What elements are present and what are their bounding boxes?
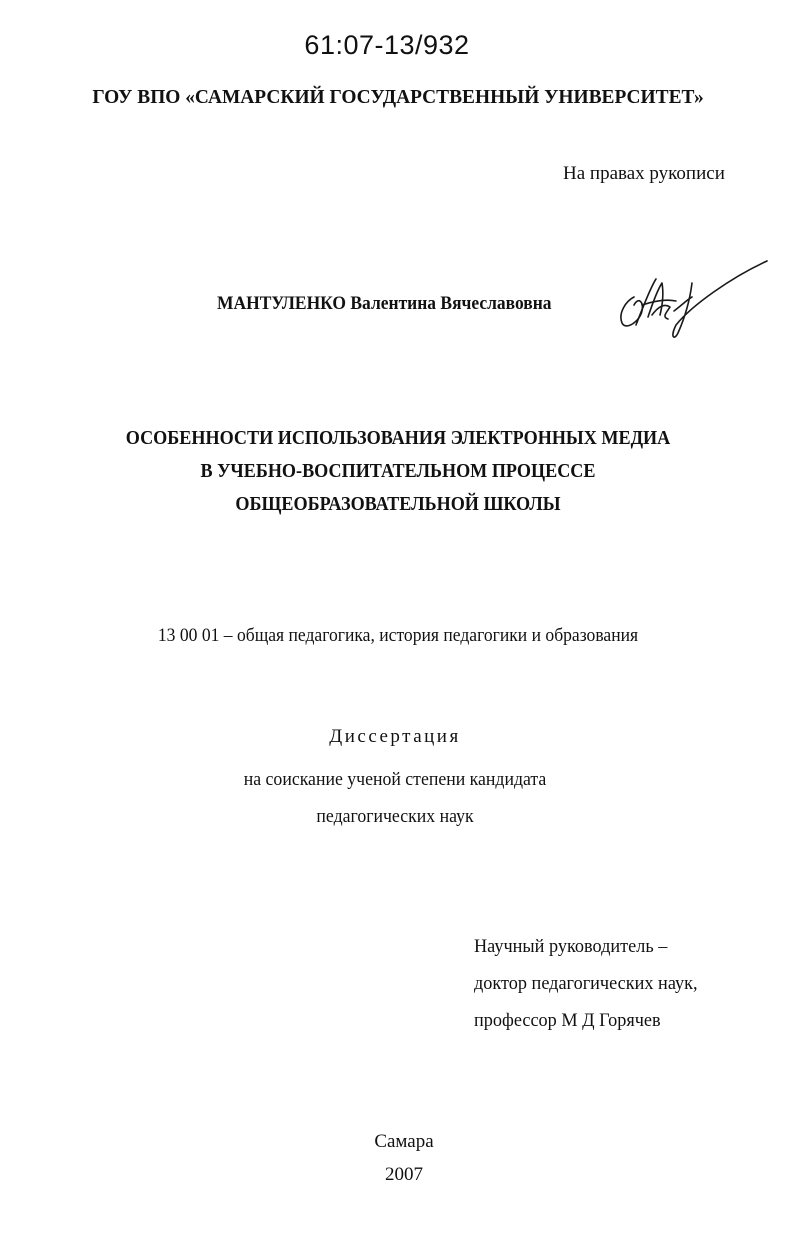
title-line: В УЧЕБНО-ВОСПИТАТЕЛЬНОМ ПРОЦЕССЕ: [200, 461, 596, 482]
supervisor-line: Научный руководитель –: [474, 936, 668, 957]
specialty-code: 13 00 01 – общая педагогика, история педагогики и образования: [157, 626, 639, 646]
manuscript-rights-note: На правах рукописи: [563, 163, 725, 184]
catalog-number: 61:07-13/932: [304, 30, 470, 60]
title-line: ОБЩЕОБРАЗОВАТЕЛЬНОЙ ШКОЛЫ: [235, 494, 561, 515]
degree-line: на соискание ученой степени кандидата: [243, 770, 547, 790]
university-name: ГОУ ВПО «САМАРСКИЙ ГОСУДАРСТВЕННЫЙ УНИВЕРСИТЕТ»: [92, 86, 704, 108]
supervisor-line: доктор педагогических наук,: [474, 973, 698, 994]
city-name: Самара: [374, 1131, 434, 1152]
dissertation-label: Диссертация: [329, 726, 461, 747]
supervisor-line: профессор М Д Горячев: [474, 1010, 661, 1031]
dissertation-title: [28, 422, 768, 521]
place-and-year: [6, 1125, 796, 1191]
degree-description: [13, 762, 777, 836]
degree-line: педагогических наук: [316, 807, 474, 827]
supervisor-block: [474, 928, 698, 1039]
title-line: ОСОБЕННОСТИ ИСПОЛЬЗОВАНИЯ ЭЛЕКТРОННЫХ МЕДИА: [125, 428, 671, 449]
author-name: МАНТУЛЕНКО Валентина Вячеславовна: [217, 293, 552, 314]
year: 2007: [385, 1164, 423, 1185]
signature-icon: [612, 255, 772, 345]
